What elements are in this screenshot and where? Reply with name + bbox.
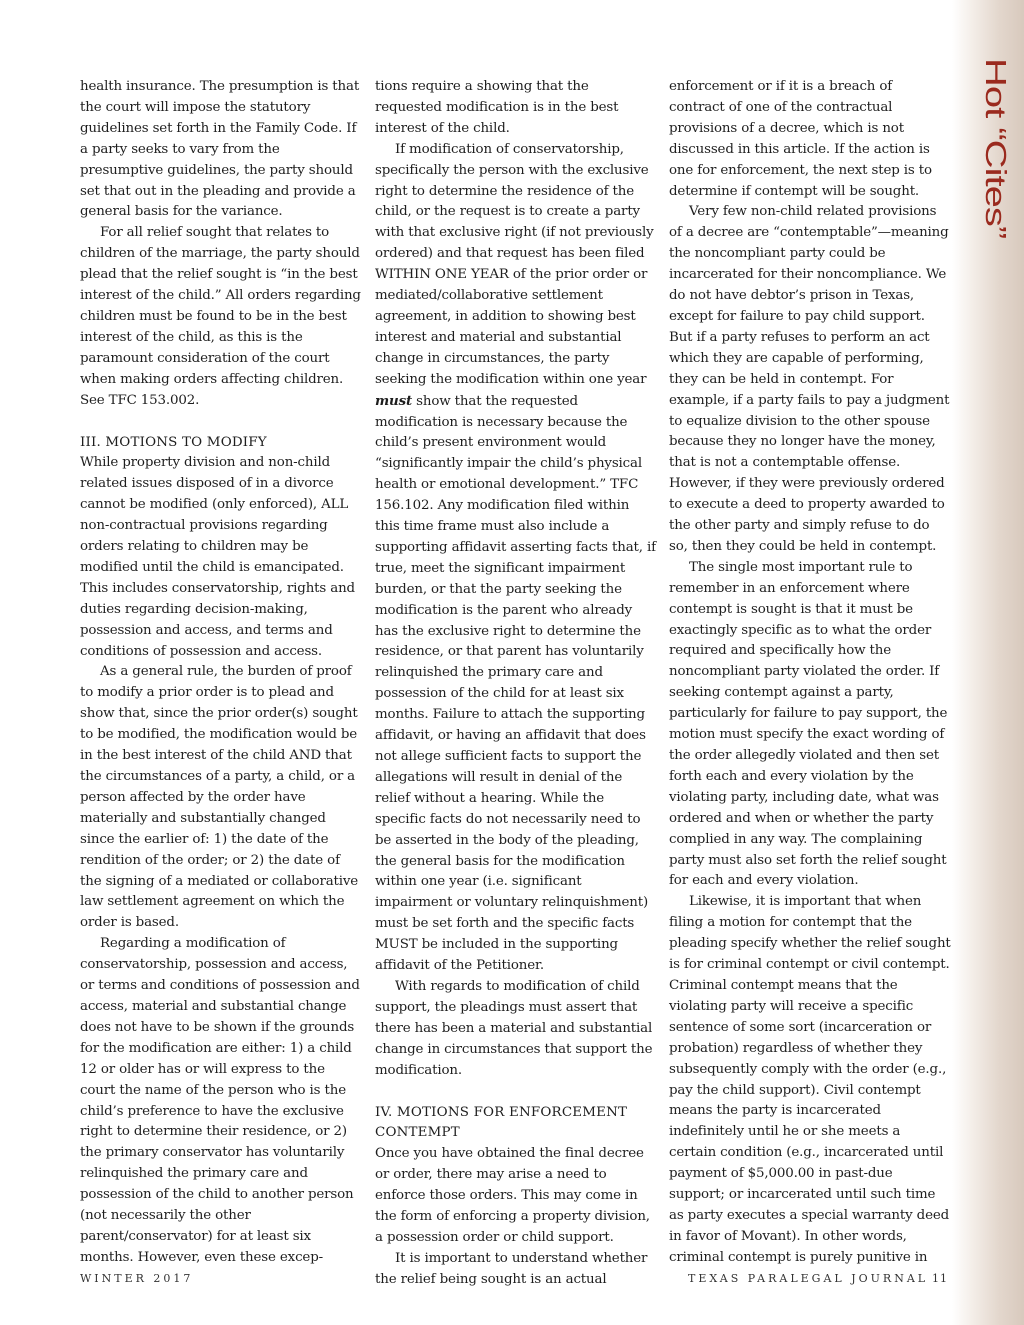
paragraph: The single most important rule to remember in an enforcement where contempt is sought is that it must be exactingly specific as to what the order required and specifically how the noncompliant party violated the order. If seeking contempt against a party, particularly for failure to pay support, the motion must specify the exact wording of the order allegedly violated and then set forth each and every violation by the violating party, including date, what was ordered and when or whether the party complied in any way. The complaining party must also set forth the relief sought for each and every violation. [669,559,948,889]
paragraph: While property division and non-child related issues disposed of in a divorce cannot be modified (only enforced), ALL non-contractual provisions regarding orders relating to children may be modified until the child is emancipated. This includes conservatorship, rights and duties regarding decision-making, possession and access, and terms and conditions of possession and access. [80,455,355,659]
column-3 [669,77,951,1269]
column-2 [375,77,657,1291]
text-run: If modification of conservatorship, specifically the person with the exclusive right to determine the residence of the child, or the request is to create a party with that exclusive right (if not previously ordered) and that request has been filed WITHIN ONE YEAR of the prior order or mediated/collaborative settlement agreement, in addition to showing best interest and material and substantial change in circumstances, the party seeking the modification within one year [375,141,654,387]
paragraph: It is important to understand whether the relief being sought is an actual [375,1250,648,1287]
paragraph: health insurance. The presumption is that the court will impose the statutory guidelines set forth in the Family Code. If a party seeks to vary from the presumptive guidelines, the party should set that out in the pleading and provide a general basis for the variance. [80,79,360,220]
paragraph: As a general rule, the burden of proof to modify a prior order is to plead and show that, since the prior order(s) sought to be modified, the modification would be in the best interest of the child AND that the circumstances of a party, a child, or a person affected by the order have materially and substantially changed since the earlier of: 1) the date of the rendition of the order; or 2) the date of the signing of a mediated or collaborative law settlement agreement on which the order is based. [80,664,359,931]
paragraph: Very few non-child related provisions of a decree are “contemptable”—meaning the noncompliant party could be incarcerated for their noncompliance. We do not have debtor’s prison in Texas, except for failure to pay child support. But if a party refuses to perform an act which they are capable of performing, they can be held in contempt. For example, if a party fails to pay a judgment to equalize division to the other spouse because they no longer have the money, that is not a contemptable offense. However, if they were previously ordered to execute a deed to property awarded to the other party and simply refuse to do so, then they could be held in contempt. [669,204,950,554]
section-heading: III. MOTIONS TO MODIFY [80,434,267,450]
text-run: show that the requested modification is necessary because the child’s present environment would “significantly impair the child’s physical health or emotional development.” TFC 156.102. Any modification filed within this time frame must also include a supporting affidavit asserting facts that, if true, meet the significant impairment burden, or that the party seeking the modification is the parent who already has the exclusive right to determine the residence, or that parent has voluntarily relinquished the primary care and possession of the child for at least six months. Failure to attach the supporting affidavit, or having an affidavit that does not allege sufficient facts to support the allegations will result in denial of the relief without a hearing. While the specific facts do not necessarily need to be asserted in the body of the pleading, the general basis for the modification within one year (i.e. significant impairment or voluntary relinquishment) must be set forth and the specific facts MUST be included in the supporting affidavit of the Petitioner. [375,393,656,974]
footer-issue: WINTER 2017 [80,1272,194,1285]
emphasis-text: must [375,392,413,409]
page-number: 11 [932,1272,948,1285]
section-title-vertical: Hot “Cites” [979,58,1012,239]
paragraph: Likewise, it is important that when filing a motion for contempt that the pleading specify whether the relief sought is for criminal contempt or civil contempt. Criminal contempt means that the violating party will receive a specific sentence of some sort (incarceration or probation) regardless of whether they subsequently comply with the order (e.g., pay the child support). Civil contempt means the party is incarcerated indefinitely until he or she meets a certain condition (e.g., incarcerated until payment of $5,000.00 in past-due support; or incarcerated until such time as party executes a special warranty deed in favor of Movant). In other words, criminal contempt is purely punitive in [669,894,951,1265]
footer-publication: TEXAS PARALEGAL JOURNAL [688,1272,929,1285]
paragraph: With regards to modification of child support, the pleadings must assert that there has been a material and substantial change in circumstances that support the modification. [375,978,653,1078]
paragraph: tions require a showing that the requested modification is in the best interest of the child. [375,79,619,136]
paragraph: For all relief sought that relates to children of the marriage, the party should plead that the relief sought is “in the best interest of the child.” All orders regarding children must be found to be in the best interest of the child, as this is the paramount consideration of the court when making orders affecting children. See TFC 153.002. [80,225,361,408]
paragraph: Regarding a modification of conservatorship, possession and access, or terms and conditions of possession and access, material and substantial change does not have to be shown if the grounds for the modification are either: 1) a child 12 or older has or will express to the court the name of the person who is the child’s preference to have the exclusive right to determine their residence, or 2) the primary conservator has voluntarily relinquished the primary care and possession of the child to another person (not necessarily the other parent/conservator) for at least six months. However, even these excep- [80,936,360,1265]
column-1 [80,77,362,1269]
paragraph: enforcement or if it is a breach of contract of one of the contractual provisions of a decree, which is not discussed in this article. If the action is one for enforcement, the next step is to determine if contempt will be sought. [669,79,932,199]
paragraph: Once you have obtained the final decree or order, there may arise a need to enforce those orders. This may come in the form of enforcing a property division, a possession order or child support. [375,1146,650,1245]
paragraph [375,140,657,977]
section-heading: IV. MOTIONS FOR ENFORCEMENT CONTEMPT [375,1104,628,1141]
side-strip [952,0,1024,1325]
